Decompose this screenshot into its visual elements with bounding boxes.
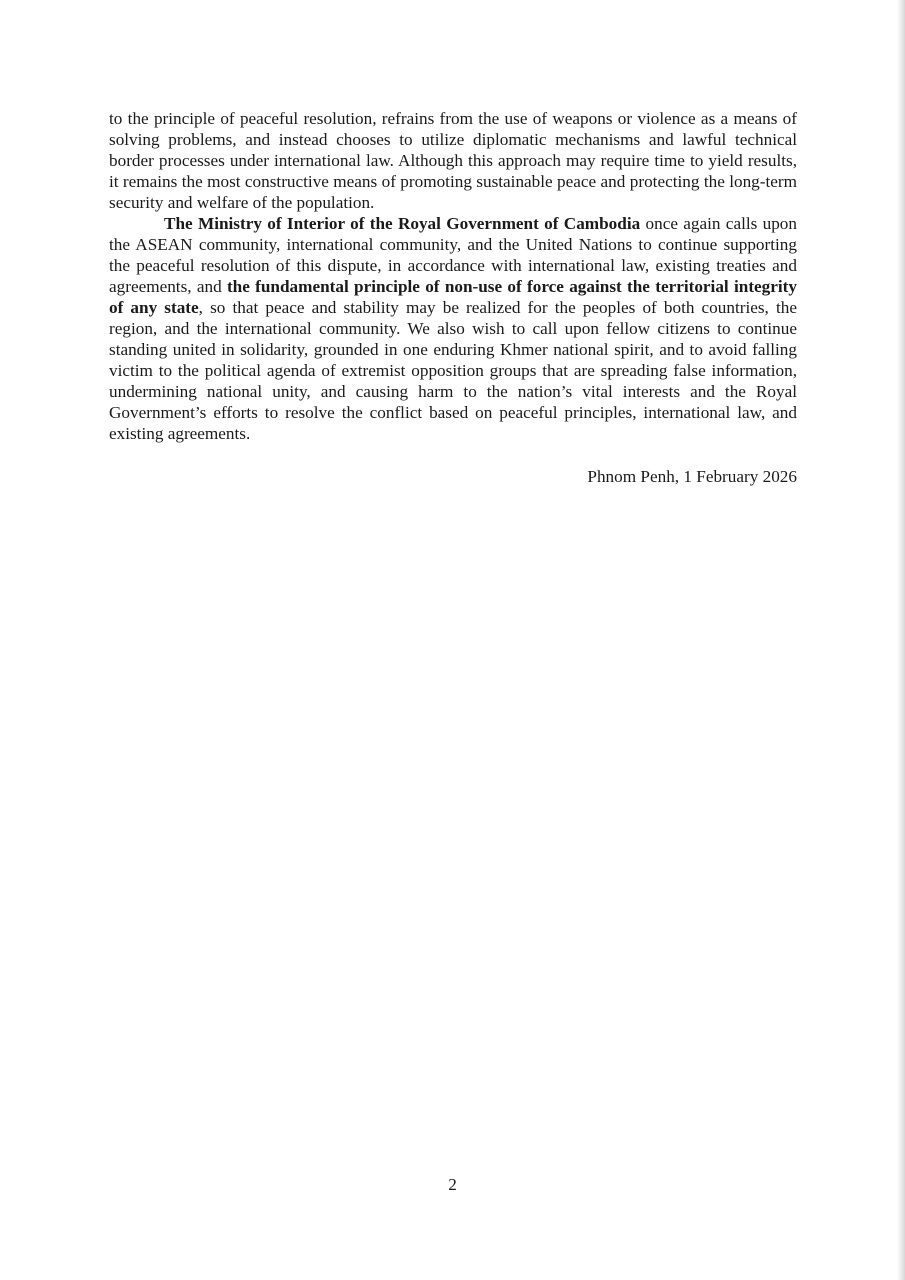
paragraph-continued: to the principle of peaceful resolution, refrains from the use of weapons or violence as a means of solving problems, and instead chooses to utilize diplomatic mechanisms and lawful technical border processes under international law. Although this approach may require time to yield results, it remains the most constructive means of promoting sustainable peace and protecting the long-term security and welfare of the population. <box>109 109 797 212</box>
paragraph-ministry-call <box>109 213 797 444</box>
paragraph-text-a: once again calls upon the ASEAN community, international community, and the United Nations to continue supporting the peaceful resolution of this dispute, in accordance with international law, existing treaties and agreements, and <box>109 214 797 296</box>
ministry-name-bold: The Ministry of Interior of the Royal Government of Cambodia <box>164 214 641 233</box>
document-body <box>109 108 797 444</box>
principle-bold: the fundamental principle of non-use of force against the territorial integrity of any state <box>109 277 797 317</box>
page-edge-shadow <box>897 0 905 1280</box>
page-number: 2 <box>448 1175 457 1194</box>
place-and-date: Phnom Penh, 1 February 2026 <box>587 467 797 486</box>
paragraph-text-b: , so that peace and stability may be realized for the peoples of both countries, the region, and the international community. We also wish to call upon fellow citizens to continue standing united in solidarity, grounded in one enduring Khmer national spirit, and to avoid falling victim to the political agenda of extremist opposition groups that are spreading false information, undermining national unity, and causing harm to the nation’s vital interests and the Royal Government’s efforts to resolve the conflict based on peaceful principles, international law, and existing agreements. <box>109 298 797 443</box>
